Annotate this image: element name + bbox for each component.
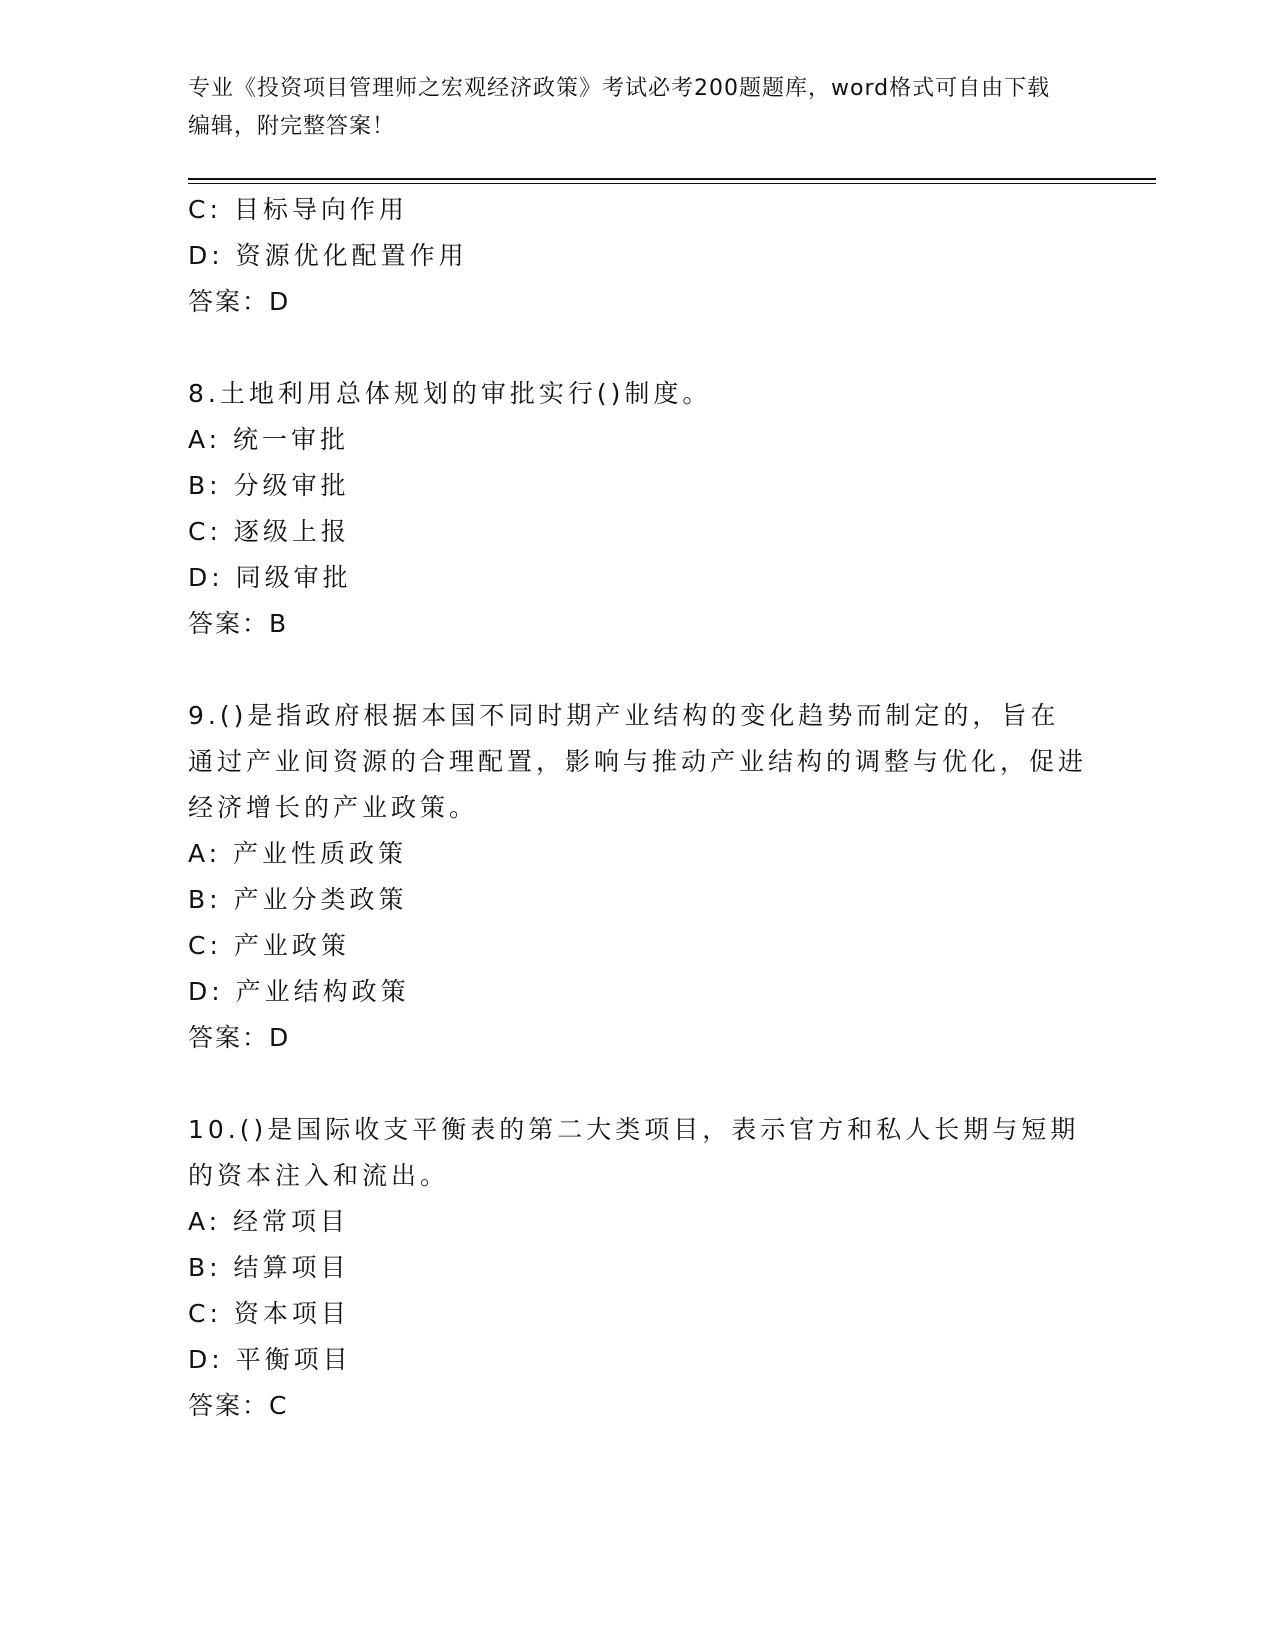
question-gap <box>188 647 1088 693</box>
option-b: B: 产业分类政策 <box>188 885 408 914</box>
header-rule-thick <box>188 178 1156 180</box>
option-d: D: 同级审批 <box>188 563 352 592</box>
option-d: D: 产业结构政策 <box>188 977 410 1006</box>
option-a: A: 经常项目 <box>188 1207 350 1236</box>
question-gap <box>188 1061 1088 1107</box>
option-c: C: 逐级上报 <box>188 517 350 546</box>
answer-line: 答案：D <box>188 1023 291 1052</box>
option-c: C: 资本项目 <box>188 1299 350 1328</box>
option-b: B: 分级审批 <box>188 471 350 500</box>
question-stem: 9.()是指政府根据本国不同时期产业结构的变化趋势而制定的，旨在通过产业间资源的合理配置，影响与推动产业结构的调整与优化，促进经济增长的产业政策。 <box>188 701 1088 822</box>
question-8 <box>188 371 1088 647</box>
option-d: D: 平衡项目 <box>188 1345 352 1374</box>
option-b: B: 结算项目 <box>188 1253 350 1282</box>
option-c: C: 目标导向作用 <box>188 195 408 224</box>
question-10 <box>188 1107 1088 1429</box>
option-c: C: 产业政策 <box>188 931 350 960</box>
question-stem: 10.()是国际收支平衡表的第二大类项目，表示官方和私人长期与短期的资本注入和流出。 <box>188 1115 1080 1190</box>
question-stem: 8.土地利用总体规划的审批实行()制度。 <box>188 379 712 408</box>
answer-line: 答案：D <box>188 287 291 316</box>
header-rule-thin <box>188 183 1156 184</box>
previous-question-tail <box>188 187 1088 325</box>
document-header: 专业《投资项目管理师之宏观经济政策》考试必考200题题库，word格式可自由下载编辑，附完整答案！ <box>188 76 1051 139</box>
option-a: A: 产业性质政策 <box>188 839 408 868</box>
question-9 <box>188 693 1088 1061</box>
answer-line: 答案：C <box>188 1391 289 1420</box>
answer-line: 答案：B <box>188 609 289 638</box>
question-list <box>188 187 1088 1429</box>
option-d: D: 资源优化配置作用 <box>188 241 468 270</box>
question-gap <box>188 325 1088 371</box>
option-a: A: 统一审批 <box>188 425 350 454</box>
